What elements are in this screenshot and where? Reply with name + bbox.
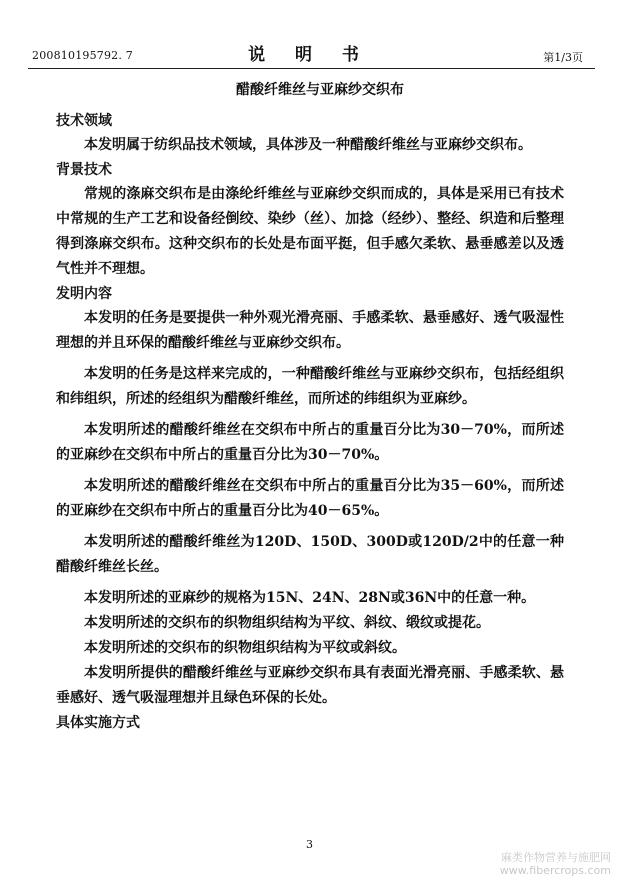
- summary-paragraph: 本发明所提供的醋酸纤维丝与亚麻纱交织布具有表面光滑亮丽、手感柔软、悬垂感好、透气吸湿理想并且绿色环保的长处。: [56, 665, 564, 706]
- section-heading-embodiments: 具体实施方式: [56, 715, 140, 731]
- watermark: [500, 851, 611, 877]
- invention-title: 醋酸纤维丝与亚麻纱交织布: [236, 82, 404, 98]
- document-title: 说 明 书: [248, 45, 371, 65]
- summary-paragraph: 本发明所述的醋酸纤维丝为120D、150D、300D或120D/2中的任意一种醋酸纤维丝长丝。: [56, 534, 564, 575]
- technical-field-paragraph: 本发明属于纺织品技术领域，具体涉及一种醋酸纤维丝与亚麻纱交织布。: [84, 137, 532, 153]
- summary-paragraph: 本发明的任务是这样来完成的，一种醋酸纤维丝与亚麻纱交织布，包括经组织和纬组织，所述的经组织为醋酸纤维丝，而所述的纬组织为亚麻纱。: [56, 366, 564, 407]
- document-body: [56, 78, 564, 735]
- summary-paragraph: 本发明的任务是要提供一种外观光滑亮丽、手感柔软、悬垂感好、透气吸湿性理想的并且环保的醋酸纤维丝与亚麻纱交织布。: [56, 310, 564, 351]
- summary-paragraph: 本发明所述的交织布的织物组织结构为平纹或斜纹。: [84, 640, 406, 656]
- watermark-url: www.fibercrops.com: [499, 864, 611, 877]
- summary-paragraph: 本发明所述的醋酸纤维丝在交织布中所占的重量百分比为30－70%，而所述的亚麻纱在交织布中所占的重量百分比为30－70%。: [56, 422, 564, 463]
- section-heading-background: 背景技术: [56, 162, 112, 178]
- summary-paragraph: 本发明所述的交织布的织物组织结构为平纹、斜纹、缎纹或提花。: [84, 615, 490, 631]
- page-number: 3: [306, 838, 313, 851]
- page-marker: 第1/3页: [543, 51, 583, 64]
- summary-paragraph: 本发明所述的亚麻纱的规格为15N、24N、28N或36N中的任意一种。: [84, 590, 536, 606]
- header-rule: [28, 68, 595, 69]
- summary-paragraph: 本发明所述的醋酸纤维丝在交织布中所占的重量百分比为35－60%，而所述的亚麻纱在交织布中所占的重量百分比为40－65%。: [56, 478, 564, 519]
- application-number: 200810195792. 7: [32, 49, 133, 62]
- page-header: [0, 0, 619, 70]
- background-paragraph: 常规的涤麻交织布是由涤纶纤维丝与亚麻纱交织而成的，具体是采用已有技术中常规的生产工艺和设备经倒绞、染纱（丝）、加捻（经纱）、整经、织造和后整理得到涤麻交织布。这种交织布的长处是布面平挺，但手感欠柔软、悬垂感差以及透气性并不理想。: [56, 186, 564, 277]
- section-heading-summary: 发明内容: [56, 286, 112, 302]
- section-heading-technical-field: 技术领域: [56, 113, 112, 129]
- watermark-site-name: 麻类作物营养与施肥网: [501, 851, 611, 864]
